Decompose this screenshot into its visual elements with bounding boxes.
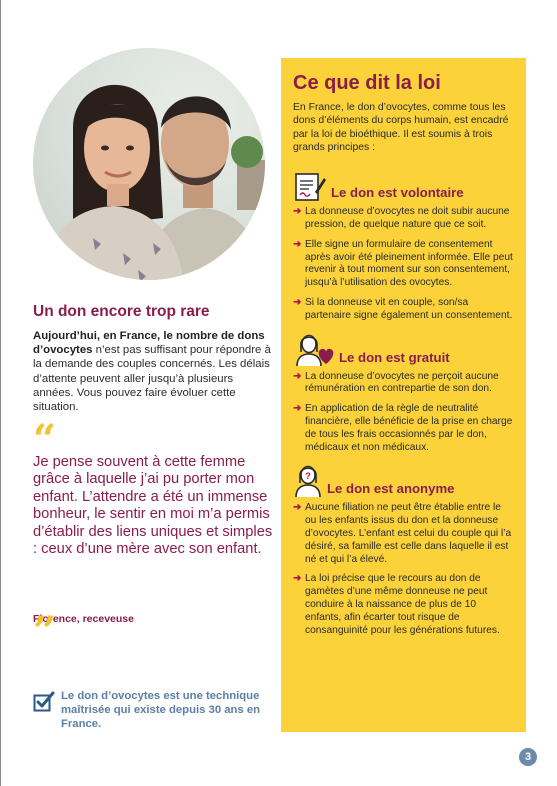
bullet-text: Si la donneuse vit en couple, son/sa partenaire signe également un consentement. bbox=[305, 296, 513, 321]
intro-bold-text: Aujourd’hui, en France, le nombre de dons d’ovocytes bbox=[33, 330, 265, 357]
section-voluntary-header bbox=[293, 166, 514, 202]
section-anonymous-header bbox=[293, 462, 514, 498]
couple-photo bbox=[33, 48, 265, 280]
free-bullets bbox=[293, 371, 514, 455]
arrow-icon: ➜ bbox=[293, 296, 302, 308]
anonymous-bullets bbox=[293, 502, 514, 637]
voluntary-bullets bbox=[293, 206, 514, 322]
svg-text:?: ? bbox=[305, 471, 311, 482]
arrow-icon: ➜ bbox=[293, 403, 302, 415]
bullet-text: La donneuse d’ovocytes ne perçoit aucune rémunération en contrepartie de son don. bbox=[305, 370, 499, 395]
section-title-anonymous: Le don est anonyme bbox=[327, 481, 455, 497]
arrow-icon: ➜ bbox=[293, 238, 302, 250]
list-item bbox=[293, 573, 514, 637]
page-number: 3 bbox=[519, 748, 537, 766]
section-title-free: Le don est gratuit bbox=[339, 349, 450, 365]
anonymous-woman-icon bbox=[293, 464, 323, 498]
section-title-voluntary: Le don est volontaire bbox=[331, 185, 464, 201]
section-free-header bbox=[293, 331, 514, 367]
quote-author: Florence, receveuse bbox=[33, 613, 134, 625]
technique-note: Le don d’ovocytes est une technique maîtrisée qui existe depuis 30 ans en France. bbox=[61, 690, 261, 730]
form-icon bbox=[293, 170, 327, 202]
panel-title: Ce que dit la loi bbox=[293, 72, 441, 94]
panel-intro: En France, le don d’ovocytes, comme tous les dons d’éléments du corps humain, est encadré par la loi de bioéthique. Il est soumis à trois grands principes : bbox=[293, 102, 509, 153]
list-item bbox=[293, 297, 514, 323]
arrow-icon: ➜ bbox=[293, 573, 302, 585]
bullet-text: La donneuse d’ovocytes ne doit subir aucune pression, de quelque nature que ce soit. bbox=[305, 206, 510, 230]
close-quote-mark: ” bbox=[33, 608, 57, 655]
list-item bbox=[293, 502, 514, 566]
couple-photo-illustration bbox=[33, 48, 265, 280]
checkbox-icon bbox=[33, 691, 55, 713]
bullet-text: Aucune filiation ne peut être établie entre le ou les enfants issus du don et la donneuse d’ovocytes. L’enfant est celui du couple qui l’a désiré, sa famille est celle dans laquelle il est né et qui l’a élevé. bbox=[305, 502, 512, 565]
list-item bbox=[293, 206, 514, 232]
bullet-text: Elle signe un formulaire de consentement après avoir été pleinement informée. Elle peut revenir à tout moment sur son consentement, jusqu’à l’utilisation des ovocytes. bbox=[305, 238, 513, 289]
testimonial-quote: Je pense souvent à cette femme grâce à laquelle j’ai pu porter mon enfant. L’attendre a été un immense bonheur, le sentir en moi m’a permis d’établir des liens uniques et simples : ceux d’une mère avec son enfant. bbox=[33, 454, 273, 558]
list-item bbox=[293, 239, 514, 290]
list-item bbox=[293, 371, 514, 397]
intro-rest-text: n’est pas suffisant pour répondre à la demande des couples concernés. Les délais d’attente peuvent aller jusqu’à plusieurs années. Vous pouvez faire évoluer cette situation. bbox=[33, 344, 271, 414]
intro-paragraph bbox=[33, 329, 273, 414]
arrow-icon: ➜ bbox=[293, 502, 302, 514]
bullet-text: La loi précise que le recours au don de gamètes d’une même donneuse ne peut conduire à la naissance de plus de 10 enfants, afin écarter tout risque de consanguinité pour les générations futures. bbox=[305, 573, 500, 636]
bullet-text: En application de la règle de neutralité financière, elle bénéficie de la prise en charge de tous les frais occasionnés par le don, médicaux et non médicaux. bbox=[305, 403, 513, 453]
list-item bbox=[293, 403, 514, 454]
page-edge-rule bbox=[0, 0, 1, 786]
open-quote-mark: “ bbox=[33, 416, 57, 463]
woman-heart-icon bbox=[293, 333, 335, 367]
arrow-icon: ➜ bbox=[293, 206, 302, 218]
section-heading-rare-donation: Un don encore trop rare bbox=[33, 303, 210, 320]
law-panel bbox=[281, 58, 526, 732]
arrow-icon: ➜ bbox=[293, 370, 302, 382]
